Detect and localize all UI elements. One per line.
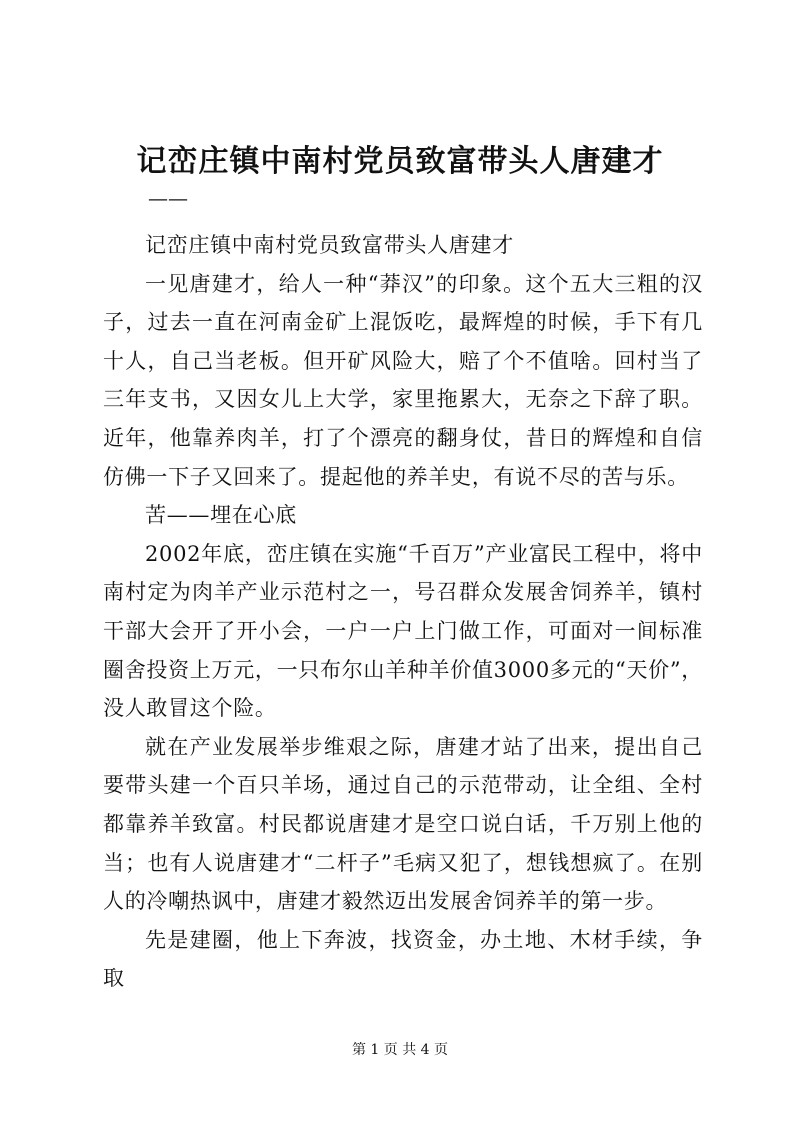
paragraph-intro: 一见唐建才，给人一种“莽汉”的印象。这个五大三粗的汉子，过去一直在河南金矿上混饭吃，最辉煌的时候，手下有几十人，自己当老板。但开矿风险大，赔了个不值啥。回村当了三年支书，又因女儿上大学，家里拖累大，无奈之下辞了职。近年，他靠养肉羊，打了个漂亮的翻身仗，昔日的辉煌和自信仿佛一下子又回来了。提起他的养羊史，有说不尽的苦与乐。: [103, 271, 703, 489]
document-title: 记峦庄镇中南村党员致富带头人唐建才: [136, 144, 664, 179]
page-footer: 第 1 页 共 4 页: [351, 1042, 449, 1058]
paragraph-2002: 2002年底，峦庄镇在实施“千百万”产业富民工程中，将中南村定为肉羊产业示范村之一，号召群众发展舍饲养羊，镇村干部大会开了开小会，一户一户上门做工作，可面对一间标准圈舍投资上万元，一只布尔山羊种羊价值3000多元的“天价”，没人敢冒这个险。: [103, 541, 703, 721]
paragraph-building: 先是建圈，他上下奔波，找资金，办土地、木材手续，争取: [103, 927, 703, 991]
title-dash: ——: [148, 186, 188, 210]
section-heading: 苦——埋在心底: [145, 503, 297, 528]
paragraph-initiative: 就在产业发展举步维艰之际，唐建才站了出来，提出自己要带头建一个百只羊场，通过自己的示范带动，让全组、全村都靠养羊致富。村民都说唐建才是空口说白话，千万别上他的当；也有人说唐建才“二杆子”毛病又犯了，想钱想疯了。在别人的冷嘲热讽中，唐建才毅然迈出发展舍饲养羊的第一步。: [103, 734, 703, 914]
document-body: [103, 226, 703, 998]
paragraph-subtitle: 记峦庄镇中南村党员致富带头人唐建才: [145, 233, 514, 257]
